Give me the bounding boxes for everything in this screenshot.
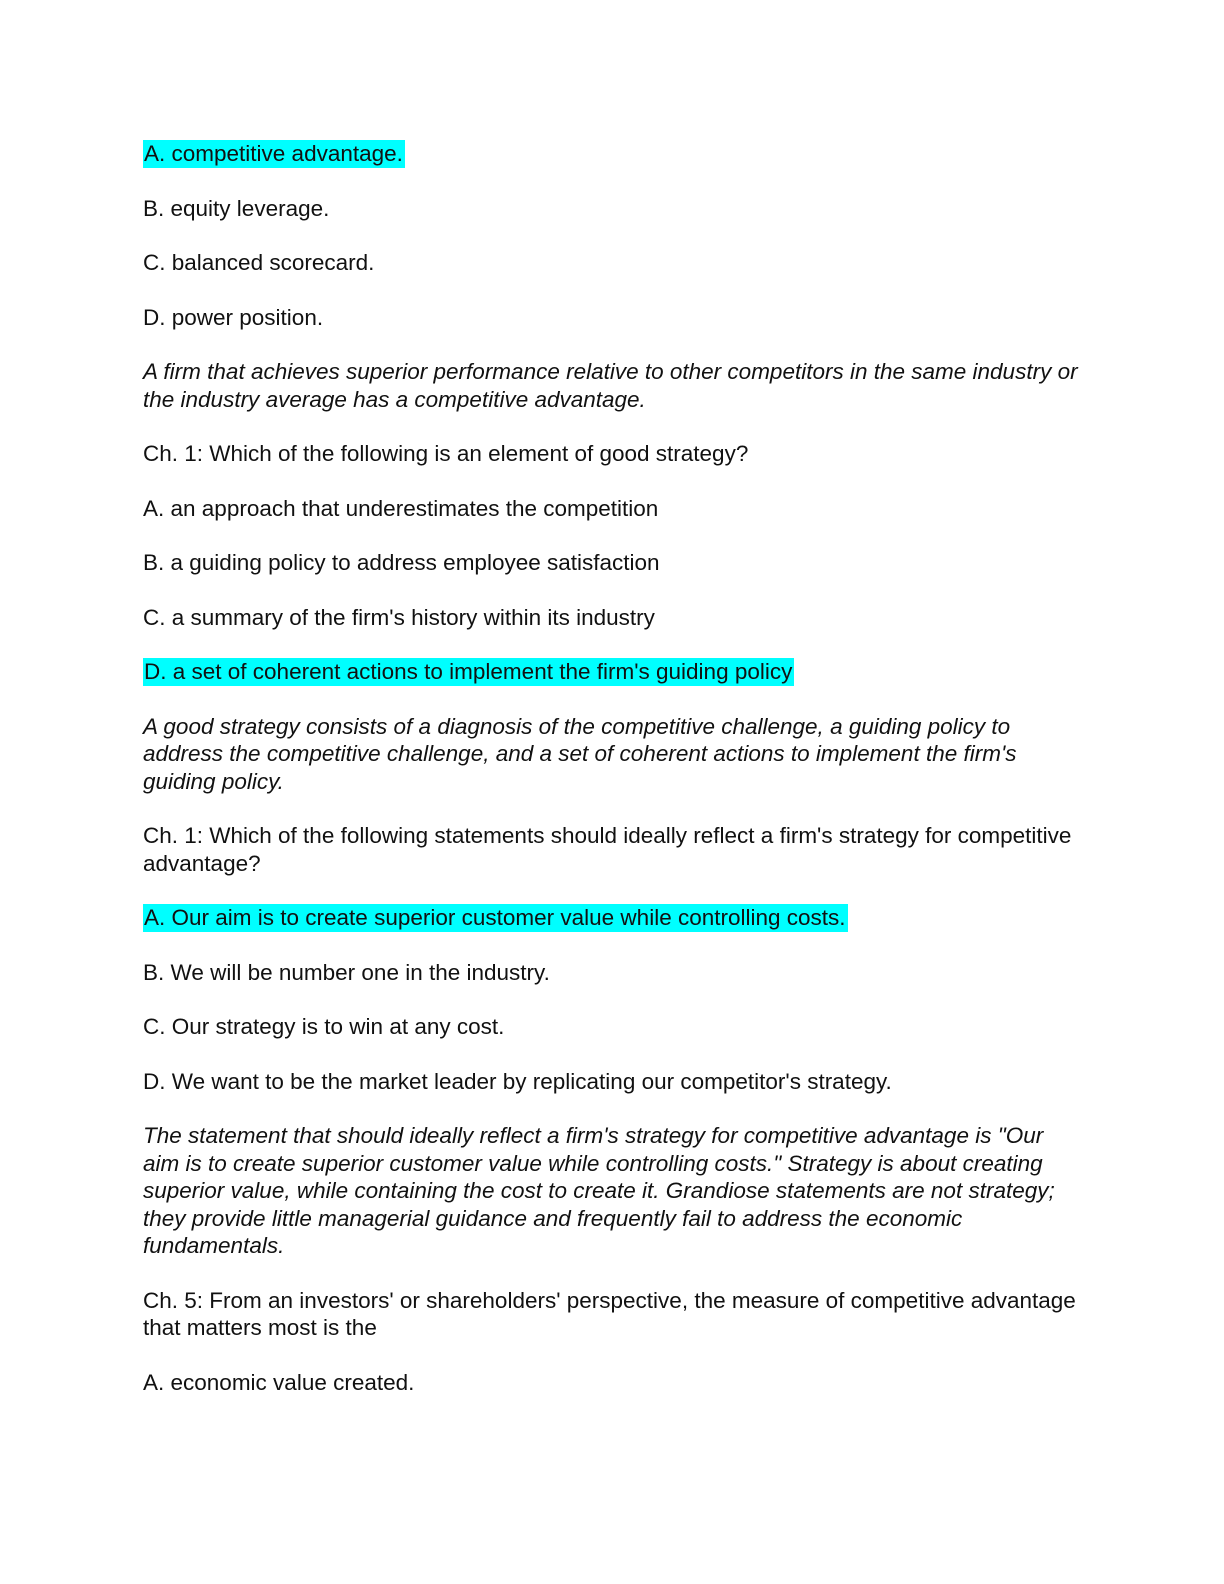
answer-option-correct [143, 140, 1083, 168]
answer-option: B. We will be number one in the industry. [143, 959, 550, 985]
answer-option-correct [143, 658, 1083, 686]
answer-option: C. Our strategy is to win at any cost. [143, 1014, 505, 1039]
answer-option: A. economic value created. [143, 1369, 415, 1395]
answer-option-correct [143, 904, 1083, 932]
answer-option: B. equity leverage. [143, 195, 330, 221]
answer-highlight: D. a set of coherent actions to implement the firm's guiding policy [144, 659, 793, 684]
answer-highlight: A. Our aim is to create superior customer value while controlling costs. [144, 905, 846, 930]
question-text: Ch. 5: From an investors' or shareholders' perspective, the measure of competitive advantage that matters most is the [143, 1287, 1076, 1340]
answer-highlight: A. competitive advantage. [144, 141, 403, 166]
question-text: Ch. 1: Which of the following statements should ideally reflect a firm's strategy for competitive advantage? [143, 823, 1072, 876]
answer-explanation: A good strategy consists of a diagnosis of the competitive challenge, a guiding policy to address the competitive challenge, and a set of coherent actions to implement the firm's guiding policy. [143, 713, 1017, 794]
answer-explanation: A firm that achieves superior performance relative to other competitors in the same industry or the industry average has a competitive advantage. [143, 359, 1078, 412]
answer-option: C. a summary of the firm's history within its industry [143, 604, 655, 630]
answer-option: A. an approach that underestimates the competition [143, 495, 659, 521]
answer-option: D. power position. [143, 304, 324, 330]
document-body [143, 140, 1083, 1423]
answer-option: B. a guiding policy to address employee satisfaction [143, 550, 660, 575]
answer-option: D. We want to be the market leader by replicating our competitor's strategy. [143, 1068, 892, 1094]
answer-explanation: The statement that should ideally reflect a firm's strategy for competitive advantage is "Our aim is to create superior customer value while controlling costs." Strategy is about creating superior value, while containing the cost to create it. Grandiose statements are not strategy; they provide little managerial guidance and frequently fail to address the economic fundamentals. [143, 1123, 1055, 1258]
answer-option: C. balanced scorecard. [143, 250, 375, 275]
question-text: Ch. 1: Which of the following is an element of good strategy? [143, 441, 749, 466]
